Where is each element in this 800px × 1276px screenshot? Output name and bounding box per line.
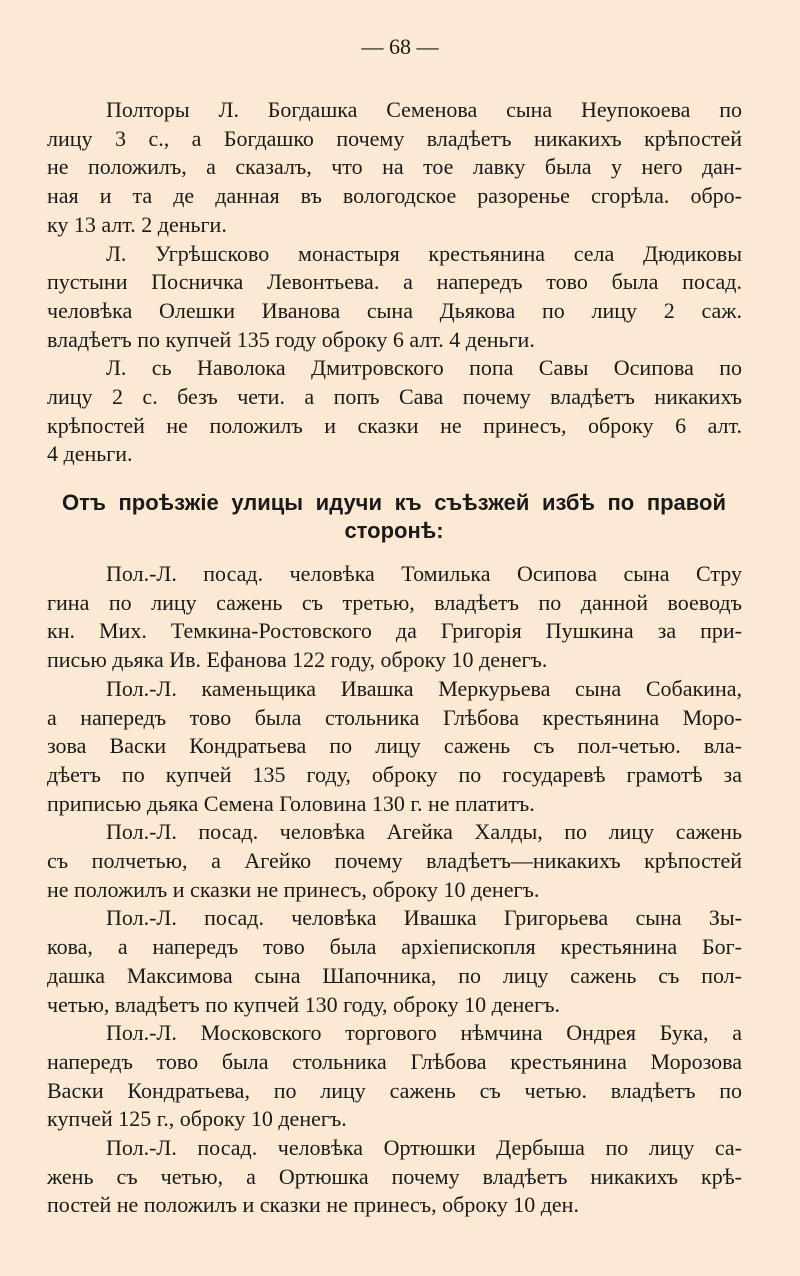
- paragraph-line: крѣпостей не положилъ и сказки не принесъ, оброку 6 алт.: [47, 412, 742, 438]
- paragraph-first-line: Пол.-Л. каменьщика Ивашка Меркурьева сына Собакина,: [106, 675, 742, 701]
- paragraph-first-line: Л. Угрѣшсково монастыря крестьянина села Дюдиковы: [106, 240, 742, 266]
- paragraph-line: постей не положилъ и сказки не принесъ, оброку 10 ден.: [47, 1192, 579, 1218]
- paragraph-line: зова Васки Кондратьева по лицу сажень съ пол-четью. вла-: [47, 733, 742, 759]
- paragraph-line: ку 13 алт. 2 деньги.: [47, 211, 227, 237]
- paragraph-line: напередъ тово была стольника Глѣбова крестьянина Морозова: [47, 1048, 742, 1074]
- paragraph-line: приписью дьяка Семена Головина 130 г. не платитъ.: [47, 790, 535, 816]
- paragraph-line: не положилъ и сказки не принесъ, оброку 10 денегъ.: [47, 876, 540, 902]
- paragraph-first-line: Л. сь Наволока Дмитровского попа Савы Осипова по: [106, 355, 742, 381]
- paragraph-first-line: Пол.-Л. посад. человѣка Ортюшки Дербыша по лицу са-: [106, 1135, 742, 1160]
- paragraph-line: купчей 125 г., оброку 10 денегъ.: [47, 1106, 347, 1132]
- paragraph-line: владѣетъ по купчей 135 году оброку 6 алт. 4 деньги.: [47, 326, 535, 352]
- paragraph-line: а напередъ тово была стольника Глѣбова крестьянина Моро-: [47, 704, 742, 730]
- section-heading: сторонѣ:: [344, 518, 444, 543]
- paragraph-line: дашка Максимова сына Шапочника, по лицу сажень съ пол-: [47, 962, 742, 988]
- paragraph-line: Васки Кондратьева, по лицу сажень съ четью. владѣетъ по: [47, 1077, 742, 1103]
- paragraph-line: кн. Мих. Темкина-Ростовского да Григорія Пушкина за при-: [47, 618, 742, 644]
- section-heading: Отъ проѣзжіе улицы идучи къ съѣзжей избѣ по правой: [62, 490, 726, 515]
- page-number: — 68 —: [361, 34, 439, 59]
- paragraph-first-line: Пол.-Л. посад. человѣка Томилька Осипова сына Стру: [106, 561, 742, 586]
- paragraph-line: не положилъ, а сказалъ, что на тое лавку была у него дан-: [47, 154, 742, 180]
- paragraph-first-line: Пол.-Л. посад. человѣка Агейка Халды, по лицу сажень: [106, 819, 742, 845]
- paragraph-line: ная и та де данная въ вологодское разоренье сгорѣла. обро-: [47, 183, 742, 209]
- paragraph-line: 4 деньги.: [47, 441, 133, 467]
- paragraph-line: съ полчетью, а Агейко почему владѣетъ—никакихъ крѣпостей: [47, 848, 742, 873]
- paragraph-line: лицу 3 с., а Богдашко почему владѣетъ никакихъ крѣпостей: [47, 125, 742, 151]
- paragraph-line: гина по лицу сажень съ третью, владѣетъ по данной воеводъ: [47, 589, 742, 615]
- paragraph-first-line: Полторы Л. Богдашка Семенова сына Неупокоева по: [106, 97, 742, 122]
- paragraph-first-line: Пол.-Л. посад. человѣка Ивашка Григорьева сына Зы-: [106, 905, 742, 931]
- paragraph-line: дѣетъ по купчей 135 году, оброку по государевѣ грамотѣ за: [47, 761, 742, 787]
- paragraph-first-line: Пол.-Л. Московского торгового нѣмчина Ондрея Бука, а: [106, 1020, 742, 1046]
- paragraph-line: лицу 2 с. безъ чети. а попъ Сава почему владѣетъ никакихъ: [47, 384, 742, 409]
- paragraph-line: писью дьяка Ив. Ефанова 122 году, оброку 10 денегъ.: [47, 647, 548, 673]
- paragraph-line: кова, а напередъ тово была архіепископля крестьянина Бог-: [47, 934, 742, 960]
- paragraph-line: человѣка Олешки Иванова сына Дьякова по лицу 2 саж.: [47, 297, 742, 323]
- paragraph-line: пустыни Посничка Левонтьева. а напередъ тово была посад.: [47, 269, 742, 295]
- paragraph-line: жень съ четью, а Ортюшка почему владѣетъ никакихъ крѣ-: [47, 1163, 742, 1189]
- paragraph-line: четью, владѣетъ по купчей 130 году, оброку 10 денегъ.: [47, 991, 560, 1017]
